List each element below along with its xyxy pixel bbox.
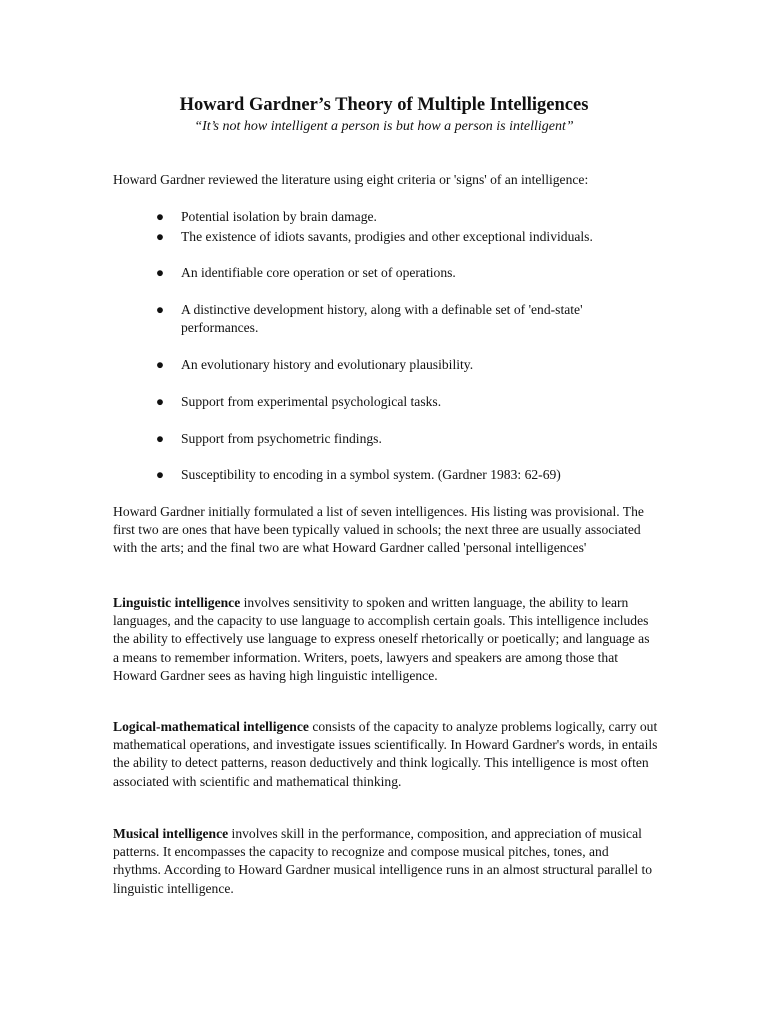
logical-mathematical-description: consists of the capacity to analyze problems logically, carry out mathematical operations, and investigate issues scientifically. In Howard Gardner's words, in entails the ability to detect patterns, reason deductively and think logically. This intelligence is most often associated with scientific and mathematical thinking. [113, 719, 658, 789]
criteria-item-text: An evolutionary history and evolutionary plausibility. [181, 357, 474, 372]
bullet-icon: ● [155, 265, 165, 280]
criteria-item [113, 430, 658, 448]
criteria-item [113, 393, 658, 411]
criteria-item [113, 208, 658, 226]
document-subtitle: “It’s not how intelligent a person is but how a person is intelligent” [194, 119, 574, 134]
criteria-item-text: Support from psychometric findings. [181, 431, 382, 446]
logical-mathematical-term: Logical-mathematical intelligence [113, 719, 309, 734]
linguistic-description: involves sensitivity to spoken and written language, the ability to learn languages, and the capacity to use language to accomplish certain goals. This intelligence includes the ability to effectively use language to express oneself rhetorically or poetically; and language as a means to remember information. Writers, poets, lawyers and speakers are among those that Howard Gardner sees as having high linguistic intelligence. [113, 595, 650, 683]
criteria-item-text: Support from experimental psychological tasks. [181, 394, 442, 409]
linguistic-term: Linguistic intelligence [113, 595, 241, 610]
musical-description: involves skill in the performance, composition, and appreciation of musical patterns. It encompasses the capacity to recognize and compose musical pitches, tones, and rhythms. According to Howard Gardner musical intelligence runs in an almost structural parallel to linguistic intelligence. [113, 826, 653, 896]
bullet-icon: ● [155, 209, 165, 224]
bullet-icon: ● [155, 431, 165, 446]
bullet-icon: ● [155, 394, 165, 409]
seven-intelligences-paragraph: Howard Gardner initially formulated a list of seven intelligences. His listing was provisional. The first two are ones that have been typically valued in schools; the next three are usually associated with the arts; and the final two are what Howard Gardner called 'personal intelligences' [113, 504, 644, 556]
criteria-item [113, 301, 658, 337]
criteria-item-text: An identifiable core operation or set of operations. [181, 265, 456, 280]
criteria-item [113, 356, 658, 374]
criteria-item-text: A distinctive development history, along with a definable set of 'end-state' performances. [181, 302, 583, 336]
bullet-icon: ● [155, 467, 165, 482]
criteria-item [113, 228, 658, 246]
criteria-item [113, 466, 658, 484]
criteria-item-text: The existence of idiots savants, prodigies and other exceptional individuals. [181, 229, 593, 244]
musical-paragraph [113, 825, 658, 898]
musical-term: Musical intelligence [113, 826, 229, 841]
criteria-item [113, 264, 658, 282]
bullet-icon: ● [155, 229, 165, 244]
logical-mathematical-paragraph [113, 718, 658, 791]
document-title: Howard Gardner’s Theory of Multiple Intelligences [179, 95, 589, 115]
linguistic-paragraph [113, 594, 658, 685]
criteria-item-text: Susceptibility to encoding in a symbol system. (Gardner 1983: 62-69) [181, 467, 561, 482]
intro-paragraph: Howard Gardner reviewed the literature using eight criteria or 'signs' of an intelligence: [113, 172, 589, 187]
bullet-icon: ● [155, 302, 165, 317]
criteria-item-text: Potential isolation by brain damage. [181, 209, 377, 224]
bullet-icon: ● [155, 357, 165, 372]
